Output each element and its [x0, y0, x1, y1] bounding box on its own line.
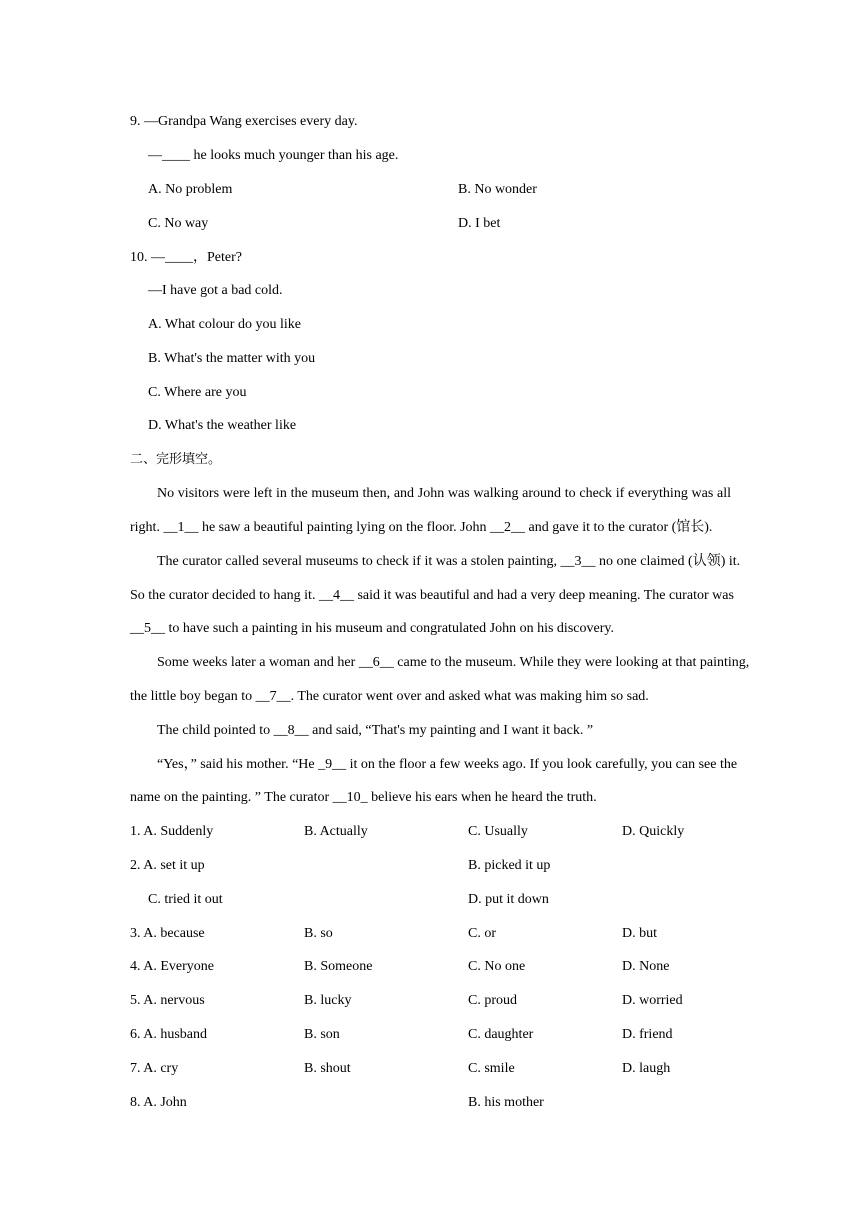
q10-option-c: C. Where are you: [148, 385, 247, 400]
option-5-b: B. lucky: [304, 993, 352, 1008]
passage-line: No visitors were left in the museum then, and John was walking around to check if everything was all: [157, 486, 731, 501]
passage-line: __5__ to have such a painting in his museum and congratulated John on his discovery.: [130, 621, 614, 636]
q9-option-a: A. No problem: [148, 182, 233, 197]
option-6-b: B. son: [304, 1027, 340, 1042]
q9-stem: 9. —Grandpa Wang exercises every day.: [130, 114, 358, 129]
option-6-d: D. friend: [622, 1027, 673, 1042]
option-1-c: C. Usually: [468, 824, 528, 839]
passage-line: the little boy began to __7__. The curator went over and asked what was making him so sad.: [130, 689, 649, 704]
q10-stem: 10. —____，Peter?: [130, 250, 242, 265]
option-2-b: B. picked it up: [468, 858, 551, 873]
option-7-c: C. smile: [468, 1061, 515, 1076]
option-3-d: D. but: [622, 926, 657, 941]
q9-reply: —____ he looks much younger than his age.: [148, 148, 399, 163]
option-1-d: D. Quickly: [622, 824, 685, 839]
q10-option-d: D. What's the weather like: [148, 418, 297, 433]
option-7-a: 7. A. cry: [130, 1061, 179, 1076]
passage-line: Some weeks later a woman and her __6__ came to the museum. While they were looking at that painting,: [157, 655, 750, 670]
passage-line: So the curator decided to hang it. __4__ said it was beautiful and had a very deep meaning. The curator was: [130, 588, 734, 603]
option-5-d: D. worried: [622, 993, 683, 1008]
q9-option-c: C. No way: [148, 216, 209, 231]
q9-option-d: D. I bet: [458, 216, 501, 231]
passage-line: name on the painting. ” The curator __10_ believe his ears when he heard the truth.: [130, 790, 597, 805]
passage-line: The child pointed to __8__ and said, “That's my painting and I want it back. ”: [157, 723, 594, 738]
q10-reply: —I have got a bad cold.: [148, 283, 283, 298]
option-5-c: C. proud: [468, 993, 517, 1008]
option-2-c: C. tried it out: [148, 892, 223, 907]
option-4-d: D. None: [622, 959, 670, 974]
option-7-d: D. laugh: [622, 1061, 671, 1076]
passage-line: The curator called several museums to check if it was a stolen painting, __3__ no one claimed (认领) it.: [157, 554, 741, 569]
passage-line: “Yes，” said his mother. “He _9__ it on the floor a few weeks ago. If you look carefully, you can see the: [157, 757, 738, 772]
option-6-c: C. daughter: [468, 1027, 534, 1042]
option-3-a: 3. A. because: [130, 926, 205, 941]
option-6-a: 6. A. husband: [130, 1027, 207, 1042]
option-1-a: 1. A. Suddenly: [130, 824, 214, 839]
option-2-a: 2. A. set it up: [130, 858, 205, 873]
option-2-d: D. put it down: [468, 892, 549, 907]
q10-option-a: A. What colour do you like: [148, 317, 301, 332]
option-3-c: C. or: [468, 926, 496, 941]
q10-option-b: B. What's the matter with you: [148, 351, 316, 366]
option-4-c: C. No one: [468, 959, 526, 974]
option-4-a: 4. A. Everyone: [130, 959, 214, 974]
q9-option-b: B. No wonder: [458, 182, 537, 197]
option-8-b: B. his mother: [468, 1095, 544, 1110]
option-7-b: B. shout: [304, 1061, 351, 1076]
passage-line: right. __1__ he saw a beautiful painting lying on the floor. John __2__ and gave it to the curator (馆长).: [130, 520, 713, 535]
option-1-b: B. Actually: [304, 824, 368, 839]
option-5-a: 5. A. nervous: [130, 993, 205, 1008]
option-3-b: B. so: [304, 926, 333, 941]
section-heading: 二、完形填空。: [130, 452, 222, 467]
option-8-a: 8. A. John: [130, 1095, 187, 1110]
option-4-b: B. Someone: [304, 959, 373, 974]
